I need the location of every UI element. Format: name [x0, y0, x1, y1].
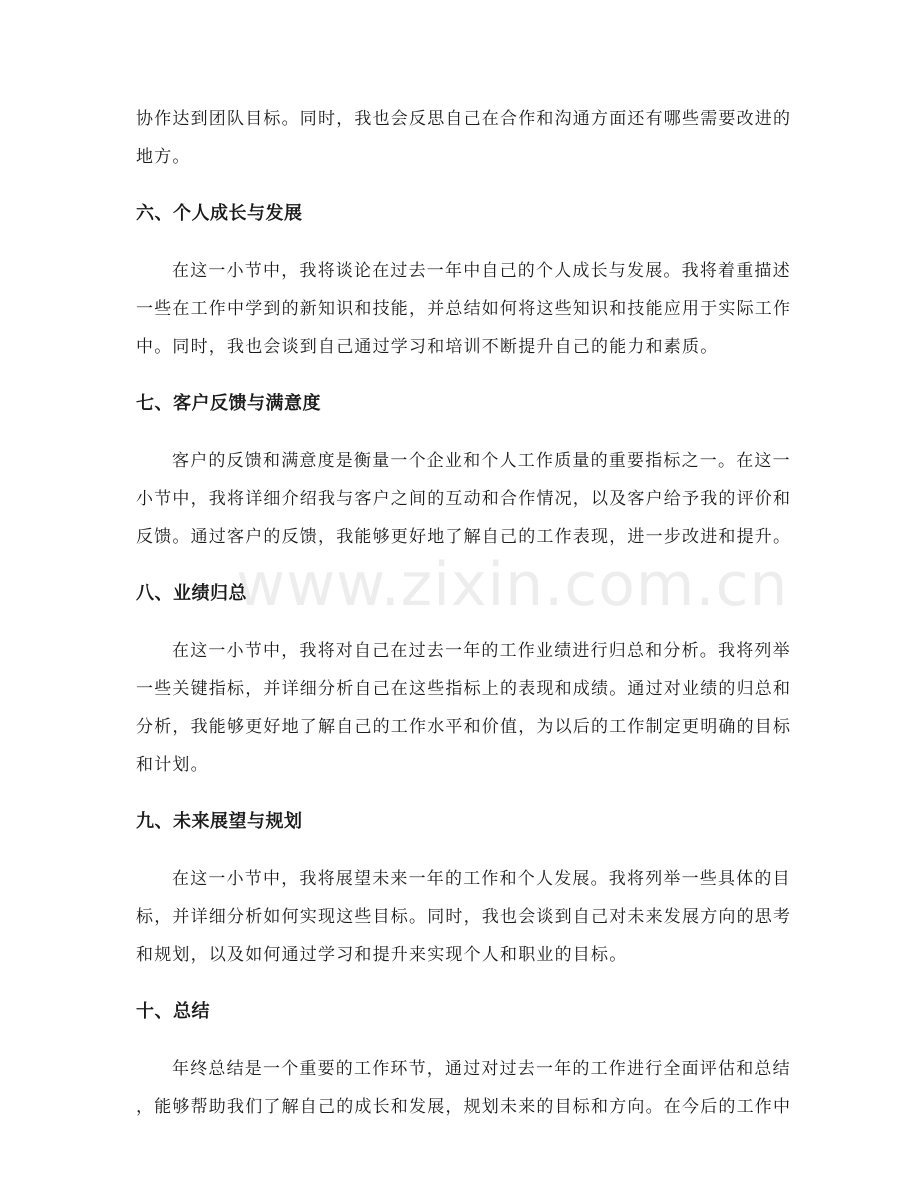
paragraph-line: 在这一小节中，我将谈论在过去一年中自己的个人成长与发展。我将着重描述	[172, 261, 791, 281]
section-paragraph	[136, 860, 792, 974]
paragraph-line: 一些关键指标，并详细分析自己在这些指标上的表现和成绩。通过对业绩的归总和	[136, 679, 792, 699]
paragraph-line: 分析，我能够更好地了解自己的工作水平和价值，为以后的工作制定更明确的目标	[136, 717, 792, 737]
section-heading: 七、客户反馈与满意度	[136, 393, 321, 414]
paragraph-line: 中。同时，我也会谈到自己通过学习和培训不断提升自己的能力和素质。	[136, 337, 719, 357]
section-heading: 六、个人成长与发展	[136, 203, 303, 224]
paragraph-line: 协作达到团队目标。同时，我也会反思自己在合作和沟通方面还有哪些需要改进的	[136, 109, 792, 129]
paragraph-line: 反馈。通过客户的反馈，我能够更好地了解自己的工作表现，进一步改进和提升。	[136, 527, 792, 547]
paragraph-line: 和计划。	[136, 755, 209, 775]
paragraph-line: ，能够帮助我们了解自己的成长和发展，规划未来的目标和方向。在今后的工作中	[136, 1097, 792, 1117]
section-heading: 十、总结	[136, 1001, 210, 1022]
paragraph-line: 年终总结是一个重要的工作环节，通过对过去一年的工作进行全面评估和总结	[172, 1059, 791, 1079]
paragraph-line: 一些在工作中学到的新知识和技能，并总结如何将这些知识和技能应用于实际工作	[136, 299, 792, 319]
section-paragraph	[136, 442, 792, 556]
watermark: www.zixin.com.cn	[236, 550, 789, 620]
section-paragraph	[136, 632, 792, 784]
section-paragraph	[136, 252, 792, 366]
paragraph-line: 和规划，以及如何通过学习和提升来实现个人和职业的目标。	[136, 945, 628, 965]
paragraph-line: 地方。	[136, 147, 191, 167]
paragraph-line: 小节中，我将详细介绍我与客户之间的互动和合作情况，以及客户给予我的评价和	[136, 489, 792, 509]
paragraph-line: 在这一小节中，我将展望未来一年的工作和个人发展。我将列举一些具体的目	[172, 869, 791, 889]
document-page	[136, 100, 792, 1126]
section-heading: 九、未来展望与规划	[136, 811, 303, 832]
paragraph-line: 标，并详细分析如何实现这些目标。同时，我也会谈到自己对未来发展方向的思考	[136, 907, 792, 927]
intro-paragraph	[136, 100, 792, 176]
section-heading: 八、业绩归总	[136, 583, 247, 604]
section-paragraph	[136, 1050, 792, 1126]
paragraph-line: 客户的反馈和满意度是衡量一个企业和个人工作质量的重要指标之一。在这一	[172, 451, 791, 471]
paragraph-line: 在这一小节中，我将对自己在过去一年的工作业绩进行归总和分析。我将列举	[172, 641, 791, 661]
